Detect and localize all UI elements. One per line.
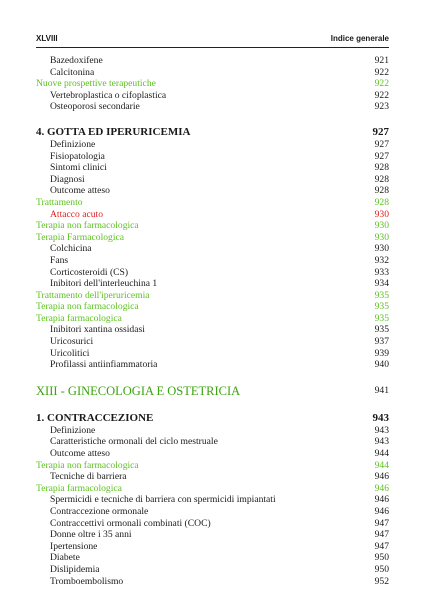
toc-page-number: 932 <box>374 254 389 266</box>
toc-entry-label: Tecniche di barriera <box>50 471 127 483</box>
toc-entry[interactable] <box>36 324 389 336</box>
toc-page-number: 927 <box>374 138 389 150</box>
section-spacer <box>36 371 389 383</box>
toc-page-number: 946 <box>374 471 389 483</box>
toc-entry[interactable] <box>36 471 389 483</box>
toc-page-number: 922 <box>374 89 389 101</box>
toc-entry[interactable] <box>36 576 389 588</box>
toc-entry[interactable] <box>36 151 389 163</box>
toc-entry-label: Terapia Farmacologica <box>36 231 125 243</box>
toc-section-entry[interactable] <box>36 197 389 209</box>
toc-entry-label: Outcome atteso <box>50 185 110 197</box>
page-header <box>36 34 389 48</box>
running-title: Indice generale <box>330 34 389 43</box>
toc-section-entry[interactable] <box>36 313 389 325</box>
toc-page-number: 943 <box>374 424 389 436</box>
toc-entry-label: Uricolitici <box>50 347 90 359</box>
toc-entry[interactable] <box>36 506 389 518</box>
toc-page-number: 941 <box>374 384 389 396</box>
toc-page-number: 927 <box>374 150 389 162</box>
toc-entry-label: Ipertensione <box>50 540 98 552</box>
toc-entry-label: Dislipidemia <box>50 563 100 575</box>
toc-entry-label: XIII - GINECOLOGIA E OSTETRICIA <box>36 383 241 398</box>
header-rule <box>36 47 389 48</box>
toc-entry-label: Attacco acuto <box>50 208 104 220</box>
toc-entry-label: Fans <box>50 254 69 266</box>
toc-page-number: 935 <box>374 301 389 313</box>
toc-entry-label: Inibitori dell'interleuchina 1 <box>50 278 158 290</box>
toc-entry-label: Colchicina <box>50 243 92 255</box>
toc-entry[interactable] <box>36 425 389 437</box>
toc-entry-label: Inibitori xantina ossidasi <box>50 324 145 336</box>
toc-entry[interactable] <box>36 564 389 576</box>
toc-entry-label: Trattamento dell'iperuricemia <box>36 289 150 301</box>
toc-entry[interactable] <box>36 552 389 564</box>
toc-page-number: 922 <box>374 66 389 78</box>
toc-entry-label: Contraccettivi ormonali combinati (COC) <box>50 517 211 529</box>
toc-page-number: 923 <box>374 101 389 113</box>
toc-chapter-heading[interactable] <box>36 411 389 425</box>
toc-page-number: 940 <box>374 359 389 371</box>
toc-page-number: 921 <box>374 55 389 66</box>
toc-page-number: 944 <box>374 459 389 471</box>
toc-section-entry[interactable] <box>36 460 389 472</box>
toc-section-entry[interactable] <box>36 301 389 313</box>
toc-entry[interactable] <box>36 529 389 541</box>
toc-entry[interactable] <box>36 185 389 197</box>
toc-page-number: 946 <box>374 506 389 517</box>
toc-entry-label: Outcome atteso <box>50 448 110 460</box>
toc-entry[interactable] <box>36 359 389 371</box>
toc-entry[interactable] <box>36 267 389 279</box>
toc-entry[interactable] <box>36 494 389 506</box>
toc-entry[interactable] <box>36 162 389 174</box>
toc-entry[interactable] <box>36 448 389 460</box>
toc-section-entry[interactable] <box>36 483 389 495</box>
toc-entry-label: Corticosteroidi (CS) <box>50 266 129 278</box>
toc-page-number: 930 <box>374 231 389 243</box>
toc-entry[interactable] <box>36 101 389 113</box>
toc-page-number: 950 <box>374 563 389 575</box>
toc-entry[interactable] <box>36 336 389 348</box>
toc-section-entry[interactable] <box>36 232 389 244</box>
toc-entry-label: Calcitonina <box>50 66 95 78</box>
toc-page-number: 944 <box>374 448 389 460</box>
toc-page-number: 947 <box>374 529 389 541</box>
toc-entry-label: Vertebroplastica o cifoplastica <box>50 89 167 101</box>
toc-entry-label: Diagnosi <box>50 173 85 185</box>
toc-page-number: 928 <box>374 196 389 208</box>
toc-entry-label: Profilassi antiinfiammatoria <box>50 359 158 371</box>
toc-entry-label: Trattamento <box>36 196 83 208</box>
toc-page-number: 928 <box>374 162 389 174</box>
toc-page-number: 950 <box>374 552 389 564</box>
toc-page-number: 927 <box>372 125 389 138</box>
section-spacer <box>36 399 389 411</box>
toc-entry-label: Fisiopatologia <box>50 150 105 162</box>
toc-entry-label: 1. CONTRACCEZIONE <box>36 411 154 424</box>
toc-entry-label: Terapia non farmacologica <box>36 459 139 471</box>
toc-page-number: 930 <box>374 220 389 232</box>
table-of-contents <box>36 55 389 587</box>
toc-page-number: 946 <box>374 494 389 506</box>
page-number-roman: XLVIII <box>36 34 58 43</box>
toc-entry-label: Terapia farmacologica <box>36 312 122 324</box>
toc-entry-label: Terapia farmacologica <box>36 482 122 494</box>
toc-entry[interactable] <box>36 90 389 102</box>
toc-page-number: 947 <box>374 517 389 529</box>
toc-section-entry[interactable] <box>36 290 389 302</box>
toc-entry[interactable] <box>36 243 389 255</box>
toc-page-number: 928 <box>374 185 389 197</box>
toc-page-number: 930 <box>374 208 389 220</box>
toc-entry[interactable] <box>36 518 389 530</box>
toc-entry-label: Osteoporosi secondarie <box>50 101 140 113</box>
toc-page-number: 943 <box>372 411 389 424</box>
toc-entry-label: Terapia non farmacologica <box>36 301 139 313</box>
section-spacer <box>36 113 389 125</box>
toc-entry[interactable] <box>36 255 389 267</box>
toc-section-entry[interactable] <box>36 78 389 90</box>
toc-page-number: 946 <box>374 482 389 494</box>
toc-page-number: 939 <box>374 347 389 359</box>
toc-part-heading[interactable] <box>36 383 389 399</box>
toc-entry-label: Definizione <box>50 424 96 436</box>
toc-entry-label: Nuove prospettive terapeutiche <box>36 78 156 90</box>
toc-entry-label: Tromboembolismo <box>50 575 124 587</box>
toc-entry[interactable] <box>36 436 389 448</box>
toc-page-number: 935 <box>374 312 389 324</box>
toc-entry[interactable] <box>36 348 389 360</box>
toc-entry[interactable] <box>36 541 389 553</box>
toc-page-number: 922 <box>374 78 389 90</box>
toc-entry-label: 4. GOTTA ED IPERURICEMIA <box>36 125 191 138</box>
toc-page-number: 934 <box>374 278 389 290</box>
toc-entry-label: Diabete <box>50 552 80 564</box>
toc-entry-label: Contraccezione ormonale <box>50 506 149 517</box>
toc-entry[interactable] <box>36 55 389 67</box>
toc-page-number: 930 <box>374 243 389 255</box>
toc-entry-label: Caratteristiche ormonali del ciclo mestruale <box>50 436 218 448</box>
toc-entry[interactable] <box>36 278 389 290</box>
toc-entry-label: Spermicidi e tecniche di barriera con spermicidi impiantati <box>50 494 276 506</box>
toc-section-entry[interactable] <box>36 220 389 232</box>
toc-entry-label: Donne oltre i 35 anni <box>50 529 132 541</box>
toc-page-number: 943 <box>374 436 389 448</box>
toc-page-number: 947 <box>374 540 389 552</box>
toc-entry[interactable] <box>36 139 389 151</box>
toc-page-number: 935 <box>374 289 389 301</box>
toc-page-number: 933 <box>374 266 389 278</box>
toc-chapter-heading[interactable] <box>36 125 389 139</box>
toc-page-number: 935 <box>374 324 389 336</box>
toc-page-number: 937 <box>374 336 389 348</box>
toc-page-number: 928 <box>374 173 389 185</box>
toc-page-number: 952 <box>374 575 389 587</box>
toc-entry[interactable] <box>36 209 389 221</box>
toc-entry-label: Uricosurici <box>50 336 94 348</box>
toc-entry-label: Terapia non farmacologica <box>36 220 139 232</box>
toc-entry-label: Definizione <box>50 138 96 150</box>
toc-entry-label: Sintomi clinici <box>50 162 107 174</box>
toc-entry[interactable] <box>36 174 389 186</box>
toc-entry-label: Bazedoxifene <box>50 55 103 66</box>
toc-entry[interactable] <box>36 67 389 79</box>
